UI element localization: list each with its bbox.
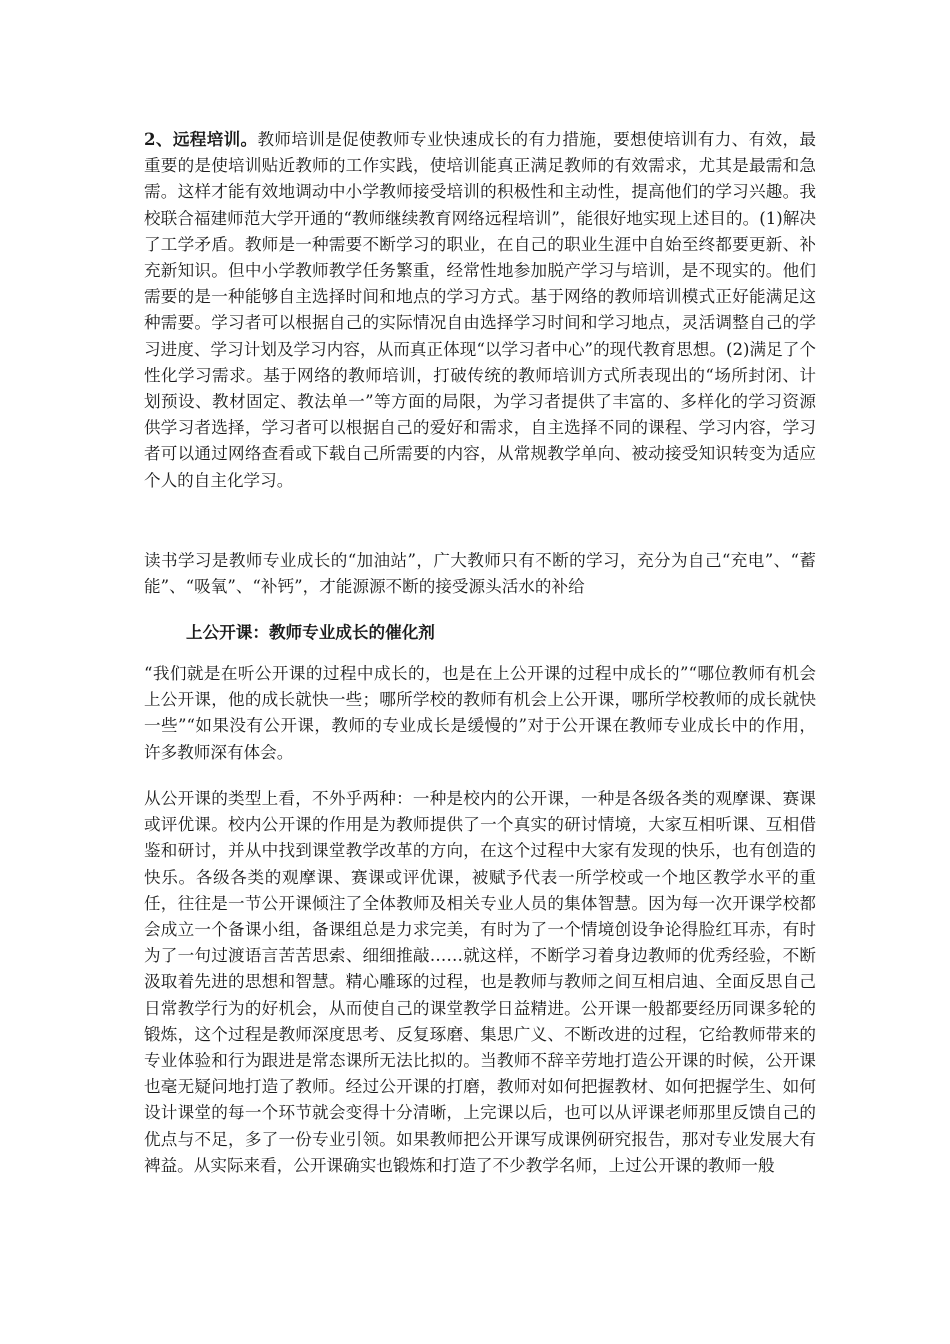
paragraph-open-class-quotes: “我们就是在听公开课的过程中成长的，也是在上公开课的过程中成长的”“哪位教师有机会上公开课，他的成长就快一些；哪所学校的教师有机会上公开课，哪所学校教师的成长就快一些”“如果没有公开课，教师的专业成长是缓慢的”对于公开课在教师专业成长中的作用，许多教师深有体会。 bbox=[144, 664, 816, 762]
paragraph-remote-training bbox=[144, 126, 816, 494]
paragraph-body: 教师培训是促使教师专业快速成长的有力措施，要想使培训有力、有效，最重要的是使培训贴近教师的工作实践，使培训能真正满足教师的有效需求，尤其是最需和急需。这样才能有效地调动中小学教师接受培训的积极性和主动性，提高他们的学习兴趣。我校联合福建师范大学开通的“教师继续教育网络远程培训”，能很好地实现上述目的。(1)解决了工学矛盾。教师是一种需要不断学习的职业，在自己的职业生涯中自始至终都要更新、补充新知识。但中小学教师教学任务繁重，经常性地参加脱产学习与培训，是不现实的。他们需要的是一种能够自主选择时间和地点的学习方式。基于网络的教师培训模式正好能满足这种需要。学习者可以根据自己的实际情况自由选择学习时间和学习地点，灵活调整自己的学习进度、学习计划及学习内容，从而真正体现“以学习者中心”的现代教育思想。(2)满足了个性化学习需求。基于网络的教师培训，打破传统的教师培训方式所表现出的“场所封闭、计划预设、教材固定、教法单一”等方面的局限，为学习者提供了丰富的、多样化的学习资源供学习者选择，学习者可以根据自己的爱好和需求，自主选择不同的课程、学习内容，学习者可以通过网络查看或下载自己所需要的内容，从常规教学单向、被动接受知识转变为适应个人的自主化学习。 bbox=[144, 130, 817, 490]
paragraph-open-class-types: 从公开课的类型上看，不外乎两种：一种是校内的公开课，一种是各级各类的观摩课、赛课或评优课。校内公开课的作用是为教师提供了一个真实的研讨情境，大家互相听课、互相借鉴和研讨，并从中找到课堂教学改革的方向，在这个过程中大家有发现的快乐，也有创造的快乐。各级各类的观摩课、赛课或评优课，被赋予代表一所学校或一个地区教学水平的重任，往往是一节公开课倾注了全体教师及相关专业人员的集体智慧。因为每一次开课学校都会成立一个备课小组，备课组总是力求完美，有时为了一个情境创设争论得脸红耳赤，有时为了一句过渡语言苦苦思索、细细推敲……就这样，不断学习着身边教师的优秀经验，不断汲取着先进的思想和智慧。精心雕琢的过程，也是教师与教师之间互相启迪、全面反思自己日常教学行为的好机会，从而使自己的课堂教学日益精进。公开课一般都要经历同课多轮的锻炼，这个过程是教师深度思考、反复琢磨、集思广义、不断改进的过程，它给教师带来的专业体验和行为跟进是常态课所无法比拟的。当教师不辞辛劳地打造公开课的时候，公开课也毫无疑问地打造了教师。经过公开课的打磨，教师对如何把握教材、如何把握学生、如何设计课堂的每一个环节就会变得十分清晰，上完课以后，也可以从评课老师那里反馈自己的优点与不足，多了一份专业引领。如果教师把公开课写成课例研究报告，那对专业发展大有裨益。从实际来看，公开课确实也锻炼和打造了不少教学名师，上过公开课的教师一般 bbox=[144, 789, 816, 1175]
paragraph-reading-study: 读书学习是教师专业成长的“加油站”，广大教师只有不断的学习，充分为自己“充电”、“蓄能”、“吸氧”、“补钙”，才能源源不断的接受源头活水的补给 bbox=[144, 551, 816, 597]
paragraph-lead-bold: 2、远程培训。 bbox=[144, 129, 258, 149]
section-heading: 上公开课：教师专业成长的催化剂 bbox=[186, 622, 435, 642]
